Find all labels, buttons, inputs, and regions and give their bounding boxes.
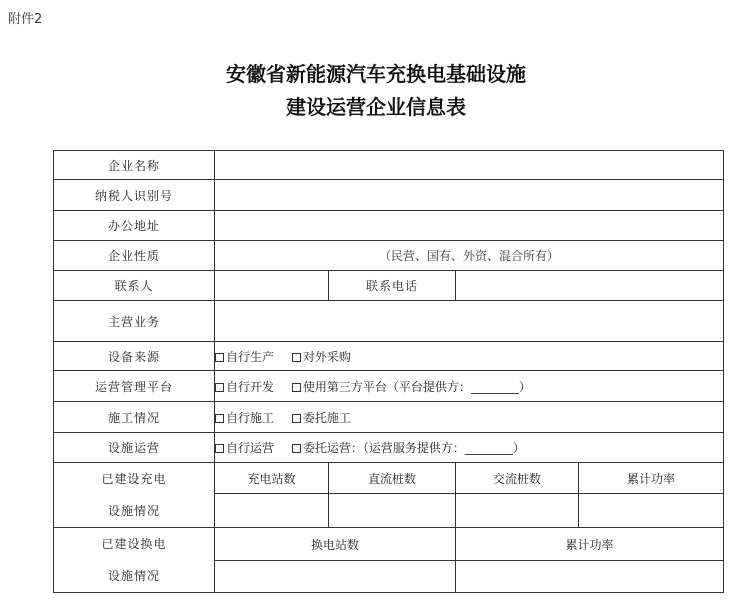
row-company-nature — [54, 241, 724, 271]
main-business-label: 主营业务 — [54, 301, 215, 342]
contact-person-field[interactable] — [215, 271, 329, 301]
row-operation-platform — [54, 371, 724, 402]
charging-total-power-header: 累计功率 — [579, 463, 724, 494]
row-facility-operation — [54, 433, 724, 463]
option-outsource-operate[interactable]: 委托运营：（运营服务提供方：________） — [292, 441, 525, 455]
company-name-label: 企业名称 — [54, 151, 215, 180]
operation-platform-label: 运营管理平台 — [54, 371, 215, 402]
dc-piles-value[interactable] — [329, 494, 456, 528]
dc-piles-header: 直流桩数 — [329, 463, 456, 494]
checkbox[interactable] — [292, 353, 301, 362]
facility-operation-options — [215, 433, 724, 463]
charging-stations-value[interactable] — [215, 494, 329, 528]
checkbox[interactable] — [215, 383, 224, 392]
form-title-line2: 建设运营企业信息表 — [286, 95, 466, 119]
row-taxpayer-id — [54, 180, 724, 211]
checkbox[interactable] — [292, 414, 301, 423]
swap-stations-header: 换电站数 — [215, 528, 456, 561]
ac-piles-header: 交流桩数 — [456, 463, 579, 494]
checkbox[interactable] — [215, 414, 224, 423]
row-main-business — [54, 301, 724, 342]
office-address-field[interactable] — [215, 211, 724, 241]
option-external-purchase[interactable]: 对外采购 — [292, 350, 351, 364]
ac-piles-value[interactable] — [456, 494, 579, 528]
charging-stations-header: 充电站数 — [215, 463, 329, 494]
info-form-table — [53, 150, 724, 593]
main-business-field[interactable] — [215, 301, 724, 342]
option-third-party-platform[interactable]: 使用第三方平台（平台提供方：________） — [292, 380, 531, 394]
row-company-name — [54, 151, 724, 180]
swap-stations-value[interactable] — [215, 561, 456, 593]
row-contact — [54, 271, 724, 301]
facility-operation-label: 设施运营 — [54, 433, 215, 463]
row-swapping-header — [54, 528, 724, 561]
equipment-source-options — [215, 342, 724, 371]
swap-total-power-header: 累计功率 — [456, 528, 724, 561]
company-name-field[interactable] — [215, 151, 724, 180]
option-self-develop[interactable]: 自行开发 — [215, 380, 274, 394]
checkbox[interactable] — [215, 444, 224, 453]
equipment-source-label: 设备来源 — [54, 342, 215, 371]
company-nature-field[interactable]: （民营、国有、外资、混合所有） — [215, 241, 724, 271]
office-address-label: 办公地址 — [54, 211, 215, 241]
row-office-address — [54, 211, 724, 241]
option-outsource-construct[interactable]: 委托施工 — [292, 411, 351, 425]
company-nature-label: 企业性质 — [54, 241, 215, 271]
option-self-produce[interactable]: 自行生产 — [215, 350, 274, 364]
row-equipment-source — [54, 342, 724, 371]
contact-phone-label: 联系电话 — [329, 271, 456, 301]
taxpayer-id-label: 纳税人识别号 — [54, 180, 215, 211]
operation-platform-options — [215, 371, 724, 402]
charging-total-power-value[interactable] — [579, 494, 724, 528]
contact-person-label: 联系人 — [54, 271, 215, 301]
taxpayer-id-field[interactable] — [215, 180, 724, 211]
attachment-label: 附件2 — [8, 12, 43, 27]
row-construction — [54, 402, 724, 433]
checkbox[interactable] — [215, 353, 224, 362]
checkbox[interactable] — [292, 444, 301, 453]
charging-built-label: 已建设充电 设施情况 — [54, 463, 215, 528]
option-self-construct[interactable]: 自行施工 — [215, 411, 274, 425]
option-self-operate[interactable]: 自行运营 — [215, 441, 274, 455]
construction-options — [215, 402, 724, 433]
contact-phone-field[interactable] — [456, 271, 724, 301]
construction-label: 施工情况 — [54, 402, 215, 433]
form-title-line1: 安徽省新能源汽车充换电基础设施 — [226, 62, 526, 86]
checkbox[interactable] — [292, 383, 301, 392]
swapping-built-label: 已建设换电 设施情况 — [54, 528, 215, 593]
swap-total-power-value[interactable] — [456, 561, 724, 593]
row-charging-header — [54, 463, 724, 494]
